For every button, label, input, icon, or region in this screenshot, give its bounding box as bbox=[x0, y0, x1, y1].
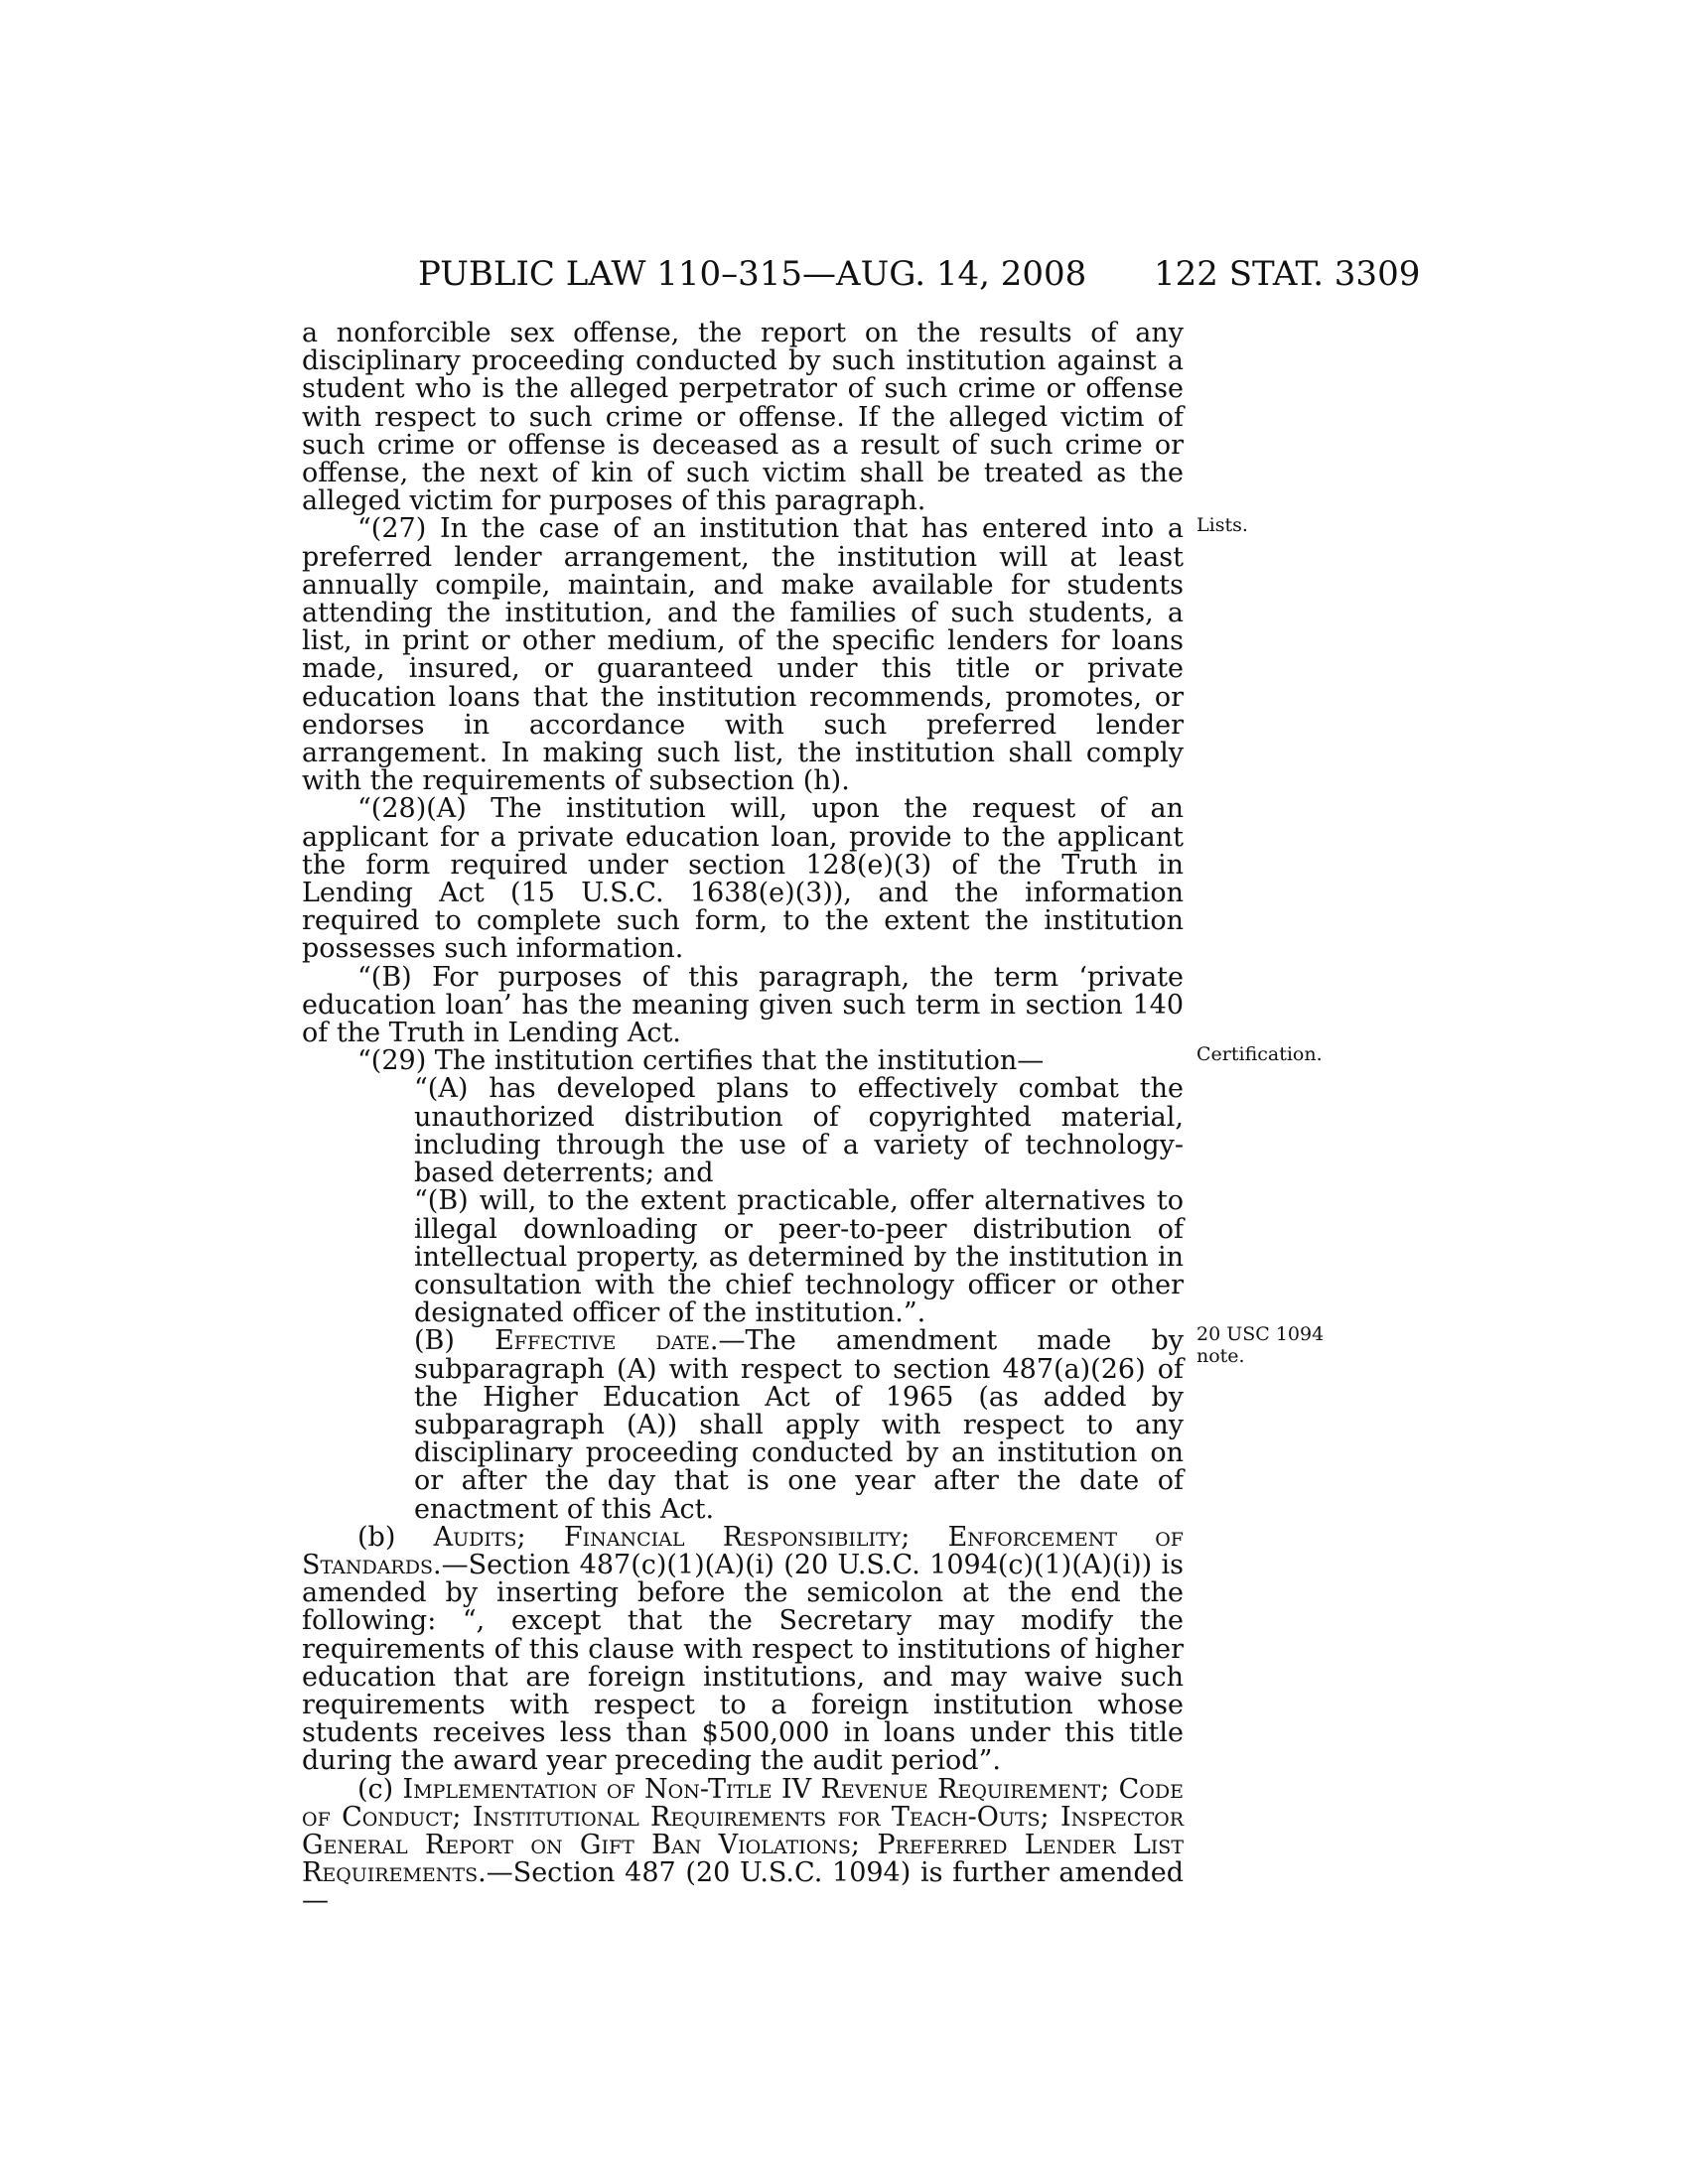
subsection-b-heading: Audits; Financial Responsibility; Enforcement of Standards bbox=[302, 1521, 1184, 1580]
margin-note-usc-line1: 20 USC 1094 bbox=[1196, 1323, 1325, 1345]
running-header-title: PUBLIC LAW 110–315—AUG. 14, 2008 bbox=[418, 254, 1087, 294]
effective-date-text: .—The amendment made by subparagraph (A) with respect to section 487(a)(26) of the Higher Education Act of 1965 (as added by subparagraph (A)) shall apply with respect to any disciplinary proceeding conducted by an institution on or after the day that is one year after the date of enactment of this Act. bbox=[414, 1325, 1184, 1525]
subsection-b bbox=[302, 1521, 1184, 1777]
effective-date-heading: Effective date bbox=[494, 1325, 710, 1357]
subsection-b-text: .—Section 487(c)(1)(A)(i) (20 U.S.C. 1094(c)(1)(A)(i)) is amended by inserting before the semicolon at the end the following: “, except that the Secretary may modify the requirements of this clause with respect to institutions of higher education that are foreign institutions, and may waive such requirements with respect to a foreign institution whose students receives less than $500,000 in loans under this title during the award year preceding the audit period”. bbox=[302, 1549, 1184, 1777]
effective-date-label: (B) bbox=[414, 1325, 495, 1357]
effective-date-paragraph bbox=[302, 1327, 1184, 1523]
subsection-c-text: .—Section 487 (20 U.S.C. 1094) is further amended— bbox=[302, 1857, 1184, 1917]
paragraph-28b: “(B) For purposes of this paragraph, the term ‘private education loan’ has the meaning given such term in section 140 of the Truth in Lending Act. bbox=[302, 961, 1184, 1049]
subsection-c bbox=[302, 1773, 1184, 1917]
subsection-b-label: (b) bbox=[357, 1521, 434, 1553]
paragraph-29a: “(A) has developed plans to effectively combat the unauthorized distribution of copyrighted material, including through the use of a variety of technology-based deterrents; and bbox=[414, 1073, 1184, 1189]
margin-note-certification: Certification. bbox=[1196, 1043, 1323, 1065]
subsection-c-heading: Implementation of Non-Title IV Revenue Requirement; Code of Conduct; Institutional Requirements for Teach-Outs; Inspector General Report on Gift Ban Violations; Preferred Lender List Requirements bbox=[302, 1773, 1184, 1889]
paragraph-29b: “(B) will, to the extent practicable, offer alternatives to illegal downloading or peer-to-peer distribution of intellectual property, as determined by the institution in consultation with the chief technology officer or other designated officer of the institution.”. bbox=[414, 1185, 1184, 1329]
paragraph-28a: “(28)(A) The institution will, upon the request of an applicant for a private education loan, provide to the applicant the form required under section 128(e)(3) of the Truth in Lending Act (15 U.S.C. 1638(e)(3)), and the information required to complete such form, to the extent the institution possesses such information. bbox=[302, 793, 1184, 965]
body-text bbox=[302, 320, 1184, 1916]
page-number: 122 STAT. 3309 bbox=[1154, 254, 1421, 294]
margin-note-usc-line2: note. bbox=[1196, 1345, 1245, 1367]
margin-note-usc bbox=[1196, 1323, 1324, 1367]
paragraph-29: “(29) The institution certifies that the institution— bbox=[357, 1045, 1045, 1077]
margin-note-lists: Lists. bbox=[1196, 514, 1248, 536]
paragraph-27: “(27) In the case of an institution that has entered into a preferred lender arrangement, the institution will at least annually compile, maintain, and make available for students attending the institution, and the families of such students, a list, in print or other medium, of the specific lenders for loans made, insured, or guaranteed under this title or private education loans that the institution recommends, promotes, or endorses in accordance with such preferred lender arrangement. In making such list, the institution shall comply with the requirements of subsection (h). bbox=[302, 513, 1184, 797]
subsection-c-label: (c) bbox=[357, 1773, 403, 1805]
paragraph-continuation: a nonforcible sex offense, the report on the results of any disciplinary proceeding conducted by such institution against a student who is the alleged perpetrator of such crime or offense with respect to such crime or offense. If the alleged victim of such crime or offense is deceased as a result of such crime or offense, the next of kin of such victim shall be treated as the alleged victim for purposes of this paragraph. bbox=[302, 318, 1184, 517]
